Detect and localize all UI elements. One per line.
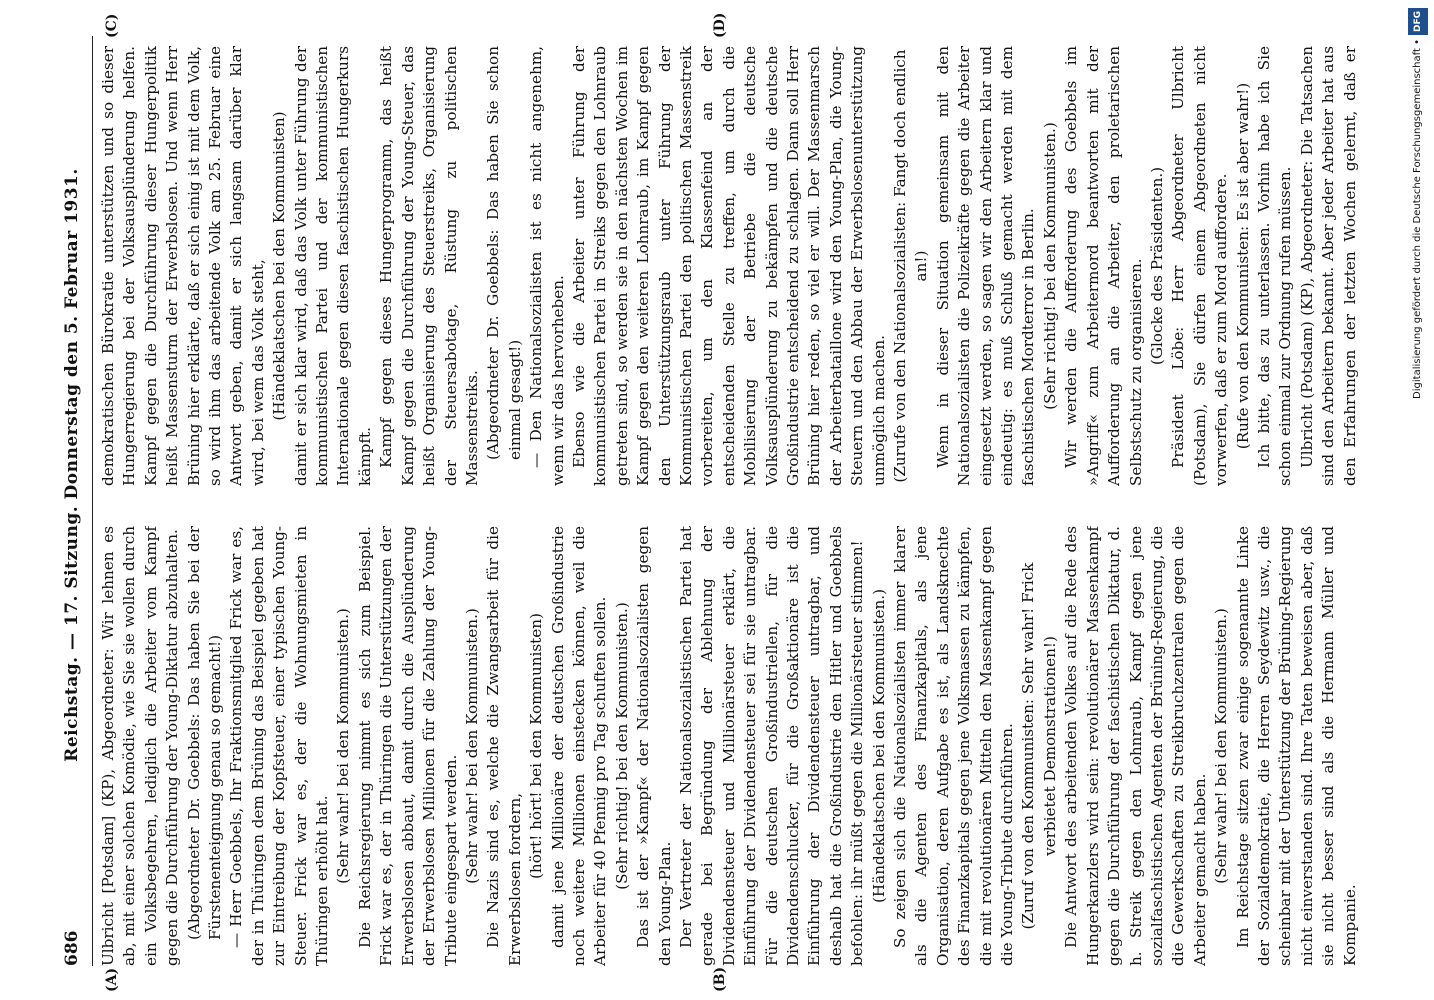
paragraph: — Herr Goebbels, Ihr Fraktionsmitglied Frick war es, der in Thüringen dem Brüning das Beispiel gegeben hat zur Eintreibung der Kopfsteuer, einer typischen Young-Steuer. Frick war es, der die Wohnungsmieten in Thüringen erhöht hat. xyxy=(227,526,332,966)
paragraph: Präsident Löbe: Herr Abgeordneter Ulbricht (Potsdam), Sie dürfen einem Abgeordneten nicht vorwerfen, daß er zum Mord auffordere. xyxy=(1169,46,1231,486)
paragraph: Kampf gegen dieses Hungerprogramm, das heißt Kampf gegen die Durchführung der Young-Steuer, das heißt Organisierung des Steuerstreiks, Organisierung der Steuersabotage, Rüstung zu politischen Massenstreiks. xyxy=(377,46,481,486)
interjection: (hört! hört! bei den Kommunisten) xyxy=(527,613,546,879)
paragraph: damit er sich klar wird, daß das Volk unter Führung der kommunistischen Partei und der kommunistischen Internationale gegen diesen faschistischen Hungerkurs kämpft. xyxy=(291,46,374,486)
right-column xyxy=(98,46,1363,486)
interjection: (Sehr richtig! bei den Kommunisten.) xyxy=(1040,122,1059,410)
interjection: (Zurufe von den Nationalsozialisten: Fangt doch endlich an!) xyxy=(891,49,931,483)
paragraph: Ich bitte, das zu unterlassen. Vorhin habe ich Sie schon einmal zur Ordnung rufen müssen. xyxy=(1254,46,1295,486)
paragraph: Der Vertreter der Nationalsozialistischen Partei hat gerade bei Begründung der Ablehnung der Dividendensteuer und Millionärsteuer erklärt, die Einführung der Dividendensteuer sei für sie untragbar. Für die deutschen Großindustriellen, für die Dividendenschlucker, für die Großaktionäre ist die Einführung der Dividendensteuer untragbar, und deshalb hat die Großindustrie den Hitler und Goebbels befohlen: ihr müßt gegen die Millionärsteuer stimmen! xyxy=(676,526,867,966)
running-title: Reichstag. — 17. Sitzung. Donnerstag den 5. Februar 1931. xyxy=(62,168,82,762)
interjection: (Abgeordneter Dr. Goebbels: Das haben Sie schon einmal gesagt!) xyxy=(484,46,524,460)
interjection xyxy=(1361,526,1363,966)
interjection: (Zuruf von den Kommunisten: Sehr wahr! Frick verbietet Demonstrationen!) xyxy=(1019,562,1059,930)
paragraph: So zeigen sich die Nationalsozialisten immer klarer als die Agenten des Finanzkapitals, als jene Organisation, deren Aufgabe es ist, als Landsknechte des Finanzkapitals gegen jene Volksmassen zu kämpfen, die mit revolutionären Mitteln den Massenkampf gegen die Young-Tribute durchführen. xyxy=(891,526,1017,966)
paragraph: demokratischen Bürokratie unterstützen und so dieser Hungerregierung bei der Volksausplünderung helfen. Kampf gegen die Durchführung dieser Hungerpolitik heißt Massensturm der Erwerbslosen. Und wenn Herr Brüning hier erklärte, daß er sich einig ist mit dem Volk, so wird ihm das arbeitende Volk am 25. Februar eine Antwort geben, damit er sich langsam darüber klar wird, bei wem das Volk steht, xyxy=(99,46,267,486)
paragraph: damit jene Millionäre der deutschen Großindustrie noch weitere Millionen einstecken können, weil die Arbeiter für 40 Pfennig pro Tag schuften sollen. xyxy=(548,526,610,966)
interjection: (Glocke des Präsidenten.) xyxy=(1147,166,1166,366)
paragraph: Wenn in dieser Situation gemeinsam mit den Nationalsozialisten die Polizeikräfte gegen die Arbeiter eingesetzt werden, so sagen wir den Arbeitern klar und eindeutig: es muß Schluß gemacht werden mit dem faschistischen Mordterror in Berlin. xyxy=(933,46,1038,486)
paragraph: Ulbricht [Potsdam] (KP), Abgeordneter: Wir lehnen es ab, mit einer solchen Komödie, wie Sie sie wollen durch ein Volksbegehren, lediglich die Arbeiter vom Kampf gegen die Durchführung der Young-Diktatur abzuhalten. xyxy=(99,526,182,966)
paragraph: Ebenso wie die Arbeiter unter Führung der kommunistischen Partei in Streiks gegen den Lohnraub getreten sind, so werden sie in den nächsten Wochen im Kampf gegen den weiteren Lohnraub, im Kampf gegen den Unterstützungsraub unter Führung der Kommunistischen Partei den politischen Massenstreik vorbereiten, um den Klassenfeind an der entscheidenden Stelle zu treffen, um durch die Mobilisierung der Betriebe die deutsche Volksausplünderung zu bekämpfen und die deutsche Großindustrie entscheidend zu schlagen. Dann soll Herr Brüning hier reden, so viel er will. Der Massenmarsch der Arbeiterbataillone wird den Young-Plan, die Young-Steuern und den Abbau der Erwerbslosenunterstützung unmöglich machen. xyxy=(569,46,888,486)
credit-text: Digitalisierung gefördert durch die Deutsche Forschungsgemeinschaft • xyxy=(1412,39,1423,399)
paragraph: Das ist der »Kampf« der Nationalsozialisten gegen den Young-Plan. xyxy=(634,526,674,966)
page-header xyxy=(58,16,88,966)
interjection: (Sehr richtig! bei den Kommunisten.) xyxy=(612,602,631,890)
digitization-credit xyxy=(1408,8,1428,992)
paragraph: Die Antwort des arbeitenden Volkes auf die Rede des Hungerkanzlers wird sein: revolutionärer Massenkampf gegen die Durchführung der faschistischen Diktatur, d. h. Streik gegen den Lohnraub, Kampf gegen jene sozialfaschistischen Agenten der Brüning-Regierung, die die Gewerkschaften zu Streikbruchzentralen gegen die Arbeiter gemacht haben. xyxy=(1062,526,1209,966)
margin-marker-c: (C) xyxy=(104,13,120,38)
paragraph: Die Reichsregierung nimmt es sich zum Beispiel. Frick war es, der in Thüringen die Unterstützungen der Erwerbslosen abbaut, damit durch die Ausplünderung der Erwerbslosen Millionen für die Zahlung der Young-Tribute eingespart werden. xyxy=(355,526,460,966)
paragraph: — Den Nationalsozialisten ist es nicht angenehm, wenn wir das hervorheben. xyxy=(527,46,567,486)
paragraph: Die Nazis sind es, welche die Zwangsarbeit für die Erwerbslosen fordern, xyxy=(484,526,524,966)
paragraph: Wir werden die Aufforderung des Goebbels im »Angriff« zum Arbeitermord beantworten mit der Aufforderung an die Arbeiter, den proletarischen Selbstschutz zu organisieren. xyxy=(1062,46,1145,486)
interjection: (Rufe von den Kommunisten: Es ist aber wahr!) xyxy=(1233,82,1252,450)
interjection: (Abgeordneter Dr. Goebbels: Das haben Sie bei der Fürstenenteignung genau so gemacht!) xyxy=(184,526,225,940)
interjection: (Sehr wahr! bei den Kommunisten.) xyxy=(334,608,353,884)
interjection: (Sehr wahr! bei den Kommunisten.) xyxy=(1212,608,1231,884)
margin-marker-b: (B) xyxy=(712,966,728,992)
header-rule xyxy=(92,36,93,966)
margin-marker-a: (A) xyxy=(104,967,120,992)
margin-marker-d: (D) xyxy=(712,12,728,38)
interjection: (Händeklatschen bei den Kommunisten) xyxy=(270,111,289,421)
interjection: (Händeklatschen bei den Kommunisten.) xyxy=(869,588,888,904)
dfg-logo: DFG xyxy=(1408,8,1428,35)
paragraph: Ulbricht (Potsdam) (KP), Abgeordneter: Die Tatsachen sind den Arbeitern bekannt. Aber jeder Arbeiter hat aus den Erfahrungen der letzten Wochen gelernt, daß er xyxy=(1297,46,1359,486)
page-number: 686 xyxy=(62,930,82,966)
interjection: (Sehr wahr! bei den Kommunisten.) xyxy=(462,608,481,884)
paragraph: Im Reichstage sitzen zwar einige sogenannte Linke der Sozialdemokratie, die Herren Seydewitz usw., die scheinbar mit der Unterstützung der Brüning-Regierung nicht einverstanden sind. Ihre Taten beweisen aber, daß sie nicht besser sind als die Hermann Müller und Kompanie. xyxy=(1233,526,1359,966)
left-column xyxy=(98,526,1363,966)
